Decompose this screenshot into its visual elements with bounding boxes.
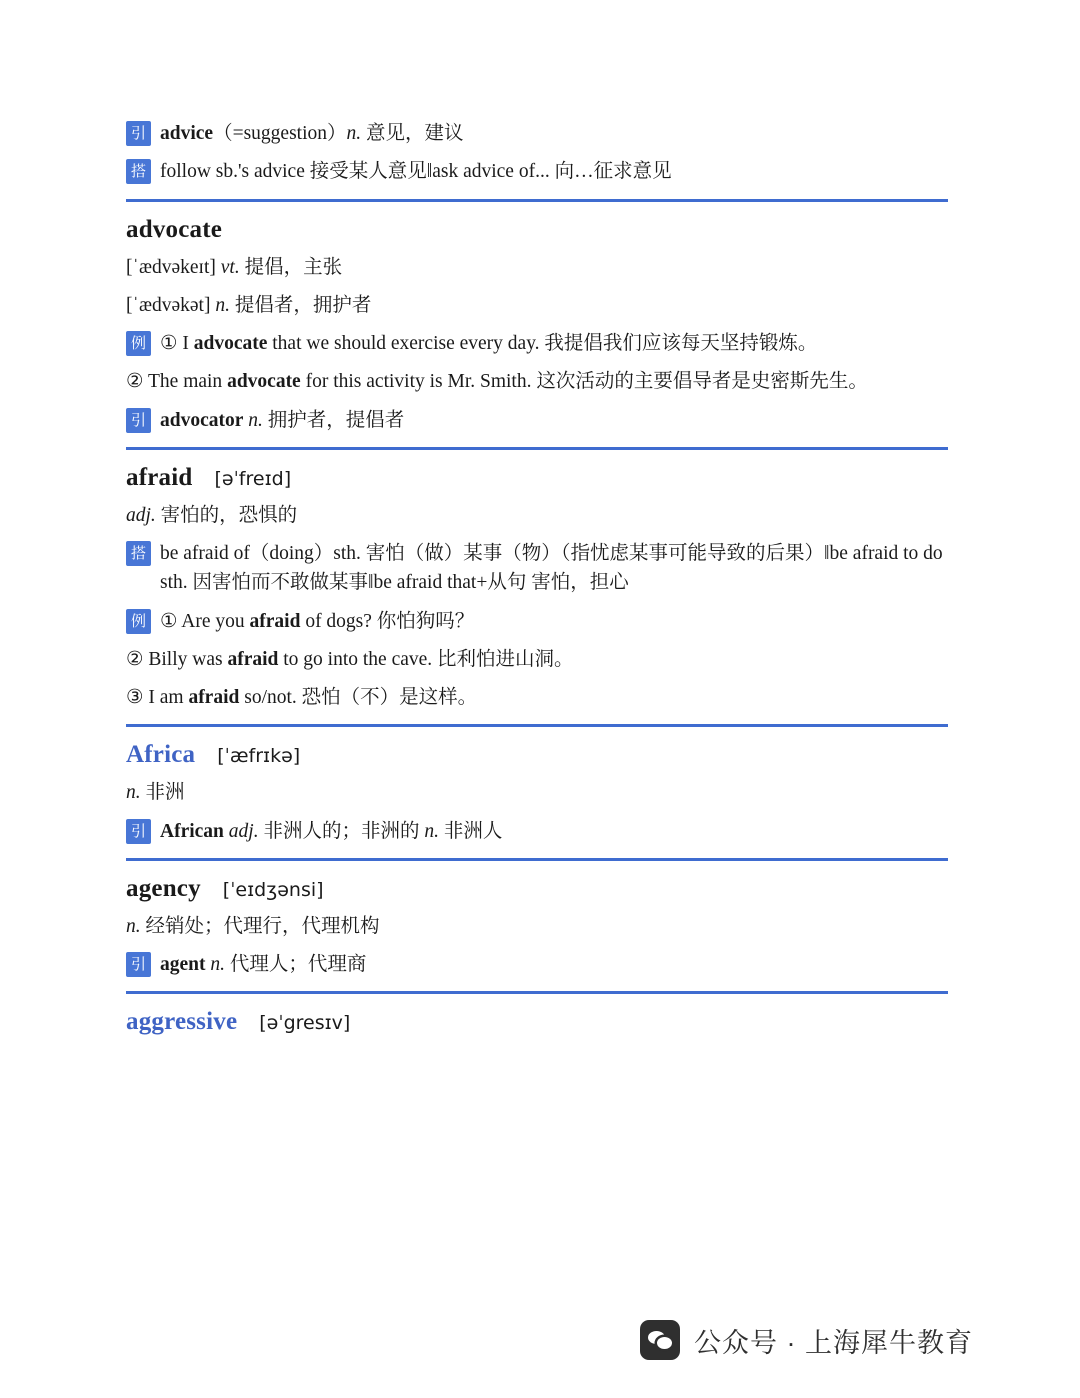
headword-line — [126, 1008, 952, 1036]
headword-line — [126, 216, 952, 244]
entry-tag-icon: 引 — [126, 952, 151, 977]
entry-line-text: African adj. 非洲人的；非洲的 n. 非洲人 — [160, 820, 503, 842]
entry-tag-icon: 搭 — [126, 541, 151, 566]
headword: advocate — [126, 215, 223, 243]
entry-line-text: n. 经销处；代理行，代理机构 — [126, 915, 380, 937]
watermark-footer — [640, 1320, 973, 1360]
entry-line — [126, 406, 952, 435]
phonetic-transcription: [ˈeɪdʒənsi] — [222, 878, 324, 901]
dictionary-entry — [126, 216, 952, 435]
phonetic-transcription: [ˈæfrɪkə] — [217, 745, 301, 768]
entry-tag-icon: 引 — [126, 408, 151, 433]
headword-line — [126, 741, 952, 769]
entry-line-text: follow sb.'s advice 接受某人意见‖ask advice of... 向…征求意见 — [160, 161, 672, 183]
entry-line-text: ① I advocate that we should exercise every day. 我提倡我们应该每天坚持锻炼。 — [160, 333, 818, 354]
dictionary-entry — [126, 464, 952, 713]
wechat-icon — [640, 1320, 680, 1360]
entry-line — [126, 950, 952, 979]
headword-line — [126, 875, 952, 903]
dictionary-entry — [126, 119, 952, 187]
dictionary-entry — [126, 875, 952, 980]
entry-line-text: ③ I am afraid so/not. 恐怕（不）是这样。 — [126, 687, 478, 708]
dictionary-entry — [126, 741, 952, 846]
dictionary-entries — [126, 110, 952, 1042]
entry-line-text: ② Billy was afraid to go into the cave. 比利怕进山洞。 — [126, 648, 574, 670]
headword: afraid — [126, 463, 193, 491]
entry-line-text: [ˈædvəkət] n. 提倡者，拥护者 — [126, 294, 372, 316]
entry-divider — [126, 447, 948, 450]
entry-tag-icon: 例 — [126, 609, 151, 634]
watermark-label: 公众号 · 上海犀牛教育 — [694, 1327, 973, 1358]
entry-line-text: ① Are you afraid of dogs? 你怕狗吗？ — [160, 610, 475, 632]
entry-divider — [126, 199, 948, 202]
entry-line — [126, 119, 952, 148]
headword: aggressive — [126, 1008, 238, 1036]
entry-line-text: n. 非洲 — [126, 782, 185, 804]
entry-tag-icon: 例 — [126, 331, 151, 356]
entry-line-text: advocator n. 拥护者，提倡者 — [160, 409, 405, 431]
entry-divider — [126, 991, 948, 994]
entry-line-text: be afraid of（doing）sth. 害怕（做）某事（物）（指忧虑某事可能导致的后果）‖be afraid to do sth. 因害怕而不敢做某事‖be afraid that+从句 害怕，担心 — [160, 543, 943, 594]
dictionary-entry — [126, 1008, 952, 1036]
entry-line — [126, 329, 952, 358]
headword: Africa — [126, 741, 196, 769]
headword-line — [126, 464, 952, 492]
entry-tag-icon: 搭 — [126, 159, 151, 184]
entry-line-text: ② The main advocate for this activity is Mr. Smith. 这次活动的主要倡导者是史密斯先生。 — [126, 371, 868, 393]
headword: agency — [126, 874, 201, 902]
phonetic-transcription: [əˈgresɪv] — [259, 1012, 351, 1035]
entry-line — [126, 607, 952, 636]
entry-line-text: advice（=suggestion）n. 意见，建议 — [160, 123, 464, 144]
entry-line — [126, 157, 952, 186]
phonetic-transcription: [əˈfreɪd] — [214, 467, 292, 490]
entry-tag-icon: 引 — [126, 819, 151, 844]
entry-divider — [126, 858, 948, 861]
entry-line-text: adj. 害怕的，恐惧的 — [126, 504, 298, 526]
entry-line-text: [ˈædvəkeɪt] vt. 提倡，主张 — [126, 256, 343, 278]
entry-line — [126, 539, 952, 598]
entry-line — [126, 817, 952, 846]
entry-line-text: agent n. 代理人；代理商 — [160, 954, 367, 975]
entry-divider — [126, 724, 948, 727]
entry-tag-icon: 引 — [126, 121, 151, 146]
